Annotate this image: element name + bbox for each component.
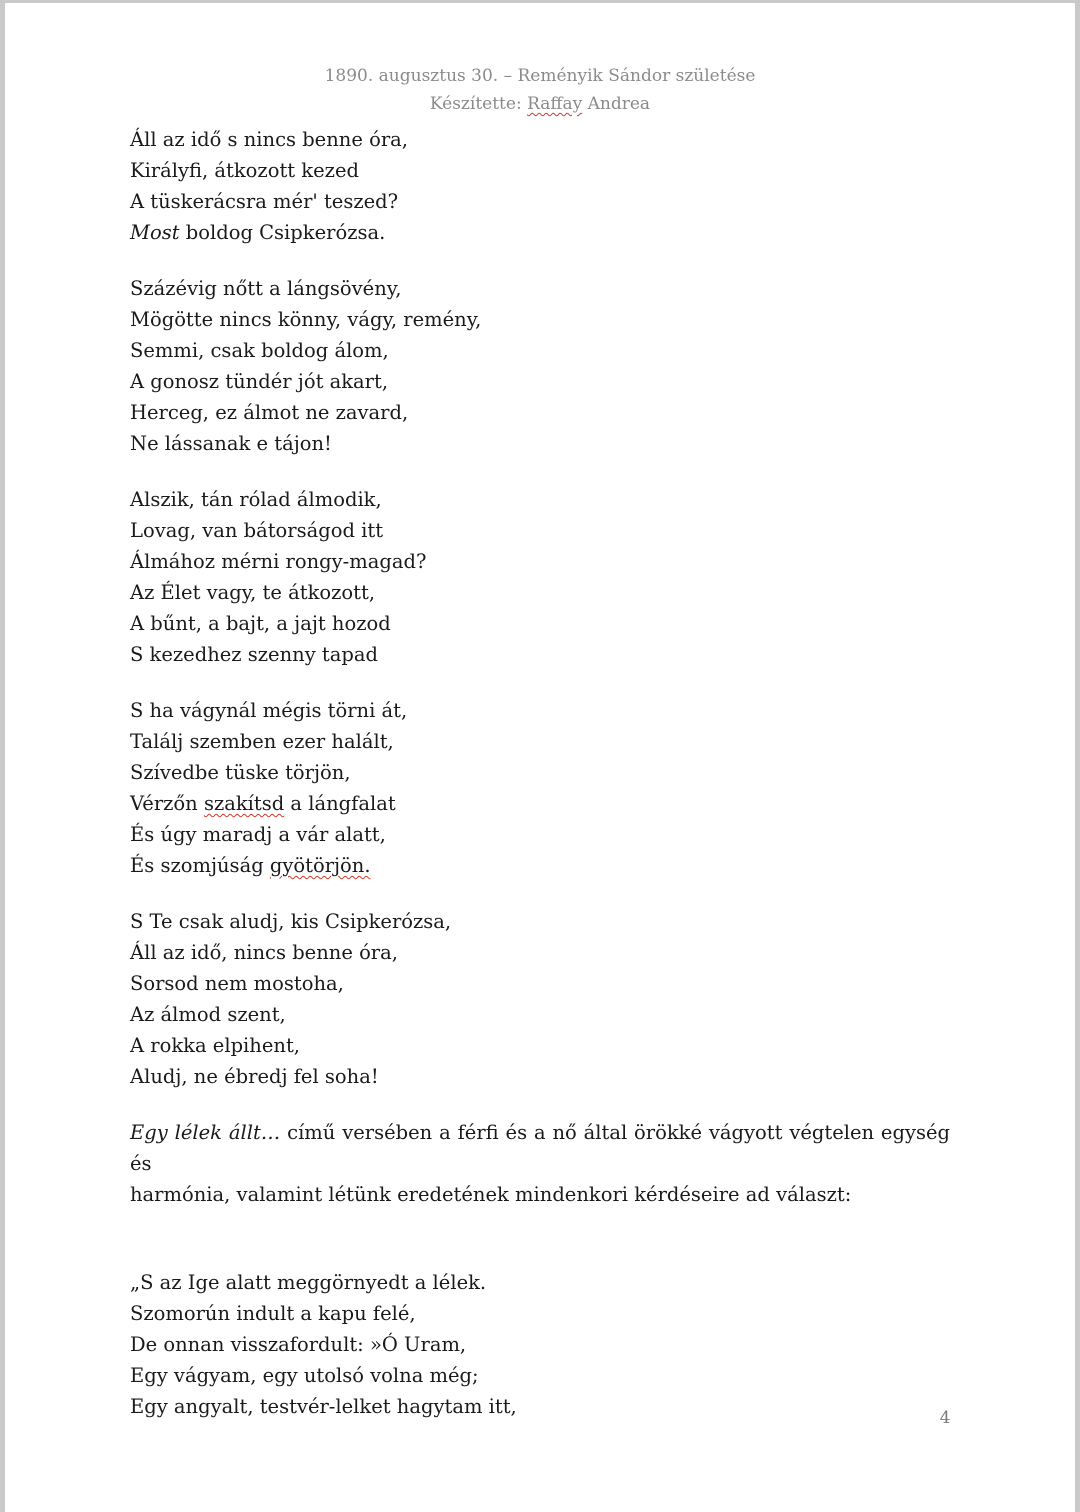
verse-line: Sorsod nem mostoha,	[130, 972, 344, 995]
verse-line: A tüskerácsra mér' teszed?	[130, 190, 399, 213]
verse-line-rest: a lángfalat	[284, 792, 396, 815]
prose-paragraph	[130, 1117, 950, 1241]
verse-line: Áll az idő, nincs benne óra,	[130, 941, 398, 964]
verse-line: Az Élet vagy, te átkozott,	[130, 581, 376, 604]
page-header	[0, 62, 1080, 118]
verse-line: Lovag, van bátorságod itt	[130, 519, 384, 542]
verse-italic-word: Most	[130, 221, 180, 244]
quote-line: „S az Ige alatt meggörnyedt a lélek.	[130, 1271, 487, 1294]
verse-line: Mögötte nincs könny, vágy, remény,	[130, 308, 482, 331]
verse-line: S Te csak aludj, kis Csipkerózsa,	[130, 910, 452, 933]
page-number: 4	[939, 1408, 951, 1428]
poem-title-italic: Egy lélek állt…	[130, 1121, 281, 1144]
page-border-top	[0, 0, 1080, 3]
verse-line-rest: boldog Csipkerózsa.	[179, 221, 386, 244]
stanza-3	[130, 484, 950, 670]
stanza-4	[130, 695, 950, 881]
verse-line: Aludj, ne ébredj fel soha!	[130, 1065, 379, 1088]
header-line-2	[0, 90, 1080, 118]
header-author-prefix: Készítette:	[429, 94, 528, 114]
verse-line: És úgy maradj a vár alatt,	[130, 823, 386, 846]
stanza-1	[130, 124, 950, 248]
quote-line: Egy vágyam, egy utolsó volna még;	[130, 1364, 479, 1387]
quote-line: Szomorún indult a kapu felé,	[130, 1302, 416, 1325]
paragraph-line-2: harmónia, valamint létünk eredetének mindenkori kérdéseire ad választ:	[130, 1183, 852, 1206]
spellcheck-flagged-word: szakítsd	[203, 792, 285, 815]
verse-line: S ha vágynál mégis törni át,	[130, 699, 408, 722]
quote-stanza	[130, 1267, 950, 1422]
verse-line	[130, 850, 950, 881]
verse-line-start: És szomjúság	[130, 854, 270, 877]
page-border-left	[0, 0, 5, 1512]
verse-line: Áll az idő s nincs benne óra,	[130, 128, 408, 151]
stanza-5	[130, 906, 950, 1092]
header-author-suffix: Andrea	[582, 94, 651, 114]
verse-line	[130, 788, 950, 819]
verse-line	[130, 217, 950, 248]
verse-line-start: Vérzőn	[130, 792, 204, 815]
verse-line: A rokka elpihent,	[130, 1034, 300, 1057]
paragraph-line-1	[130, 1117, 950, 1179]
header-line-1: 1890. augusztus 30. – Reményik Sándor születése	[324, 66, 756, 86]
verse-line: Találj szemben ezer halált,	[130, 730, 394, 753]
verse-line: A gonosz tündér jót akart,	[130, 370, 389, 393]
page-border-right	[1075, 0, 1080, 1512]
verse-line: S kezedhez szenny tapad	[130, 643, 378, 666]
verse-line: Az álmod szent,	[130, 1003, 286, 1026]
verse-line: Szívedbe tüske törjön,	[130, 761, 351, 784]
verse-line: Alszik, tán rólad álmodik,	[130, 488, 382, 511]
verse-line: Királyfi, átkozott kezed	[130, 159, 359, 182]
verse-line: Százévig nőtt a lángsövény,	[130, 277, 402, 300]
stanza-2	[130, 273, 950, 459]
verse-line: Semmi, csak boldog álom,	[130, 339, 389, 362]
quote-line: De onnan visszafordult: »Ó Uram,	[130, 1333, 467, 1356]
quote-line: Egy angyalt, testvér-lelket hagytam itt,	[130, 1395, 517, 1418]
spellcheck-flagged-word: gyötörjön.	[269, 854, 371, 877]
verse-line: A bűnt, a bajt, a jajt hozod	[130, 612, 391, 635]
document-body	[130, 124, 950, 1447]
header-author-surname: Raffay	[527, 94, 583, 114]
verse-line: Álmához mérni rongy-magad?	[130, 550, 427, 573]
verse-line: Ne lássanak e tájon!	[130, 432, 332, 455]
verse-line: Herceg, ez álmot ne zavard,	[130, 401, 409, 424]
paragraph-line-1-rest: című versében a férfi és a nő által örökké vágyott végtelen egység és	[130, 1121, 951, 1175]
